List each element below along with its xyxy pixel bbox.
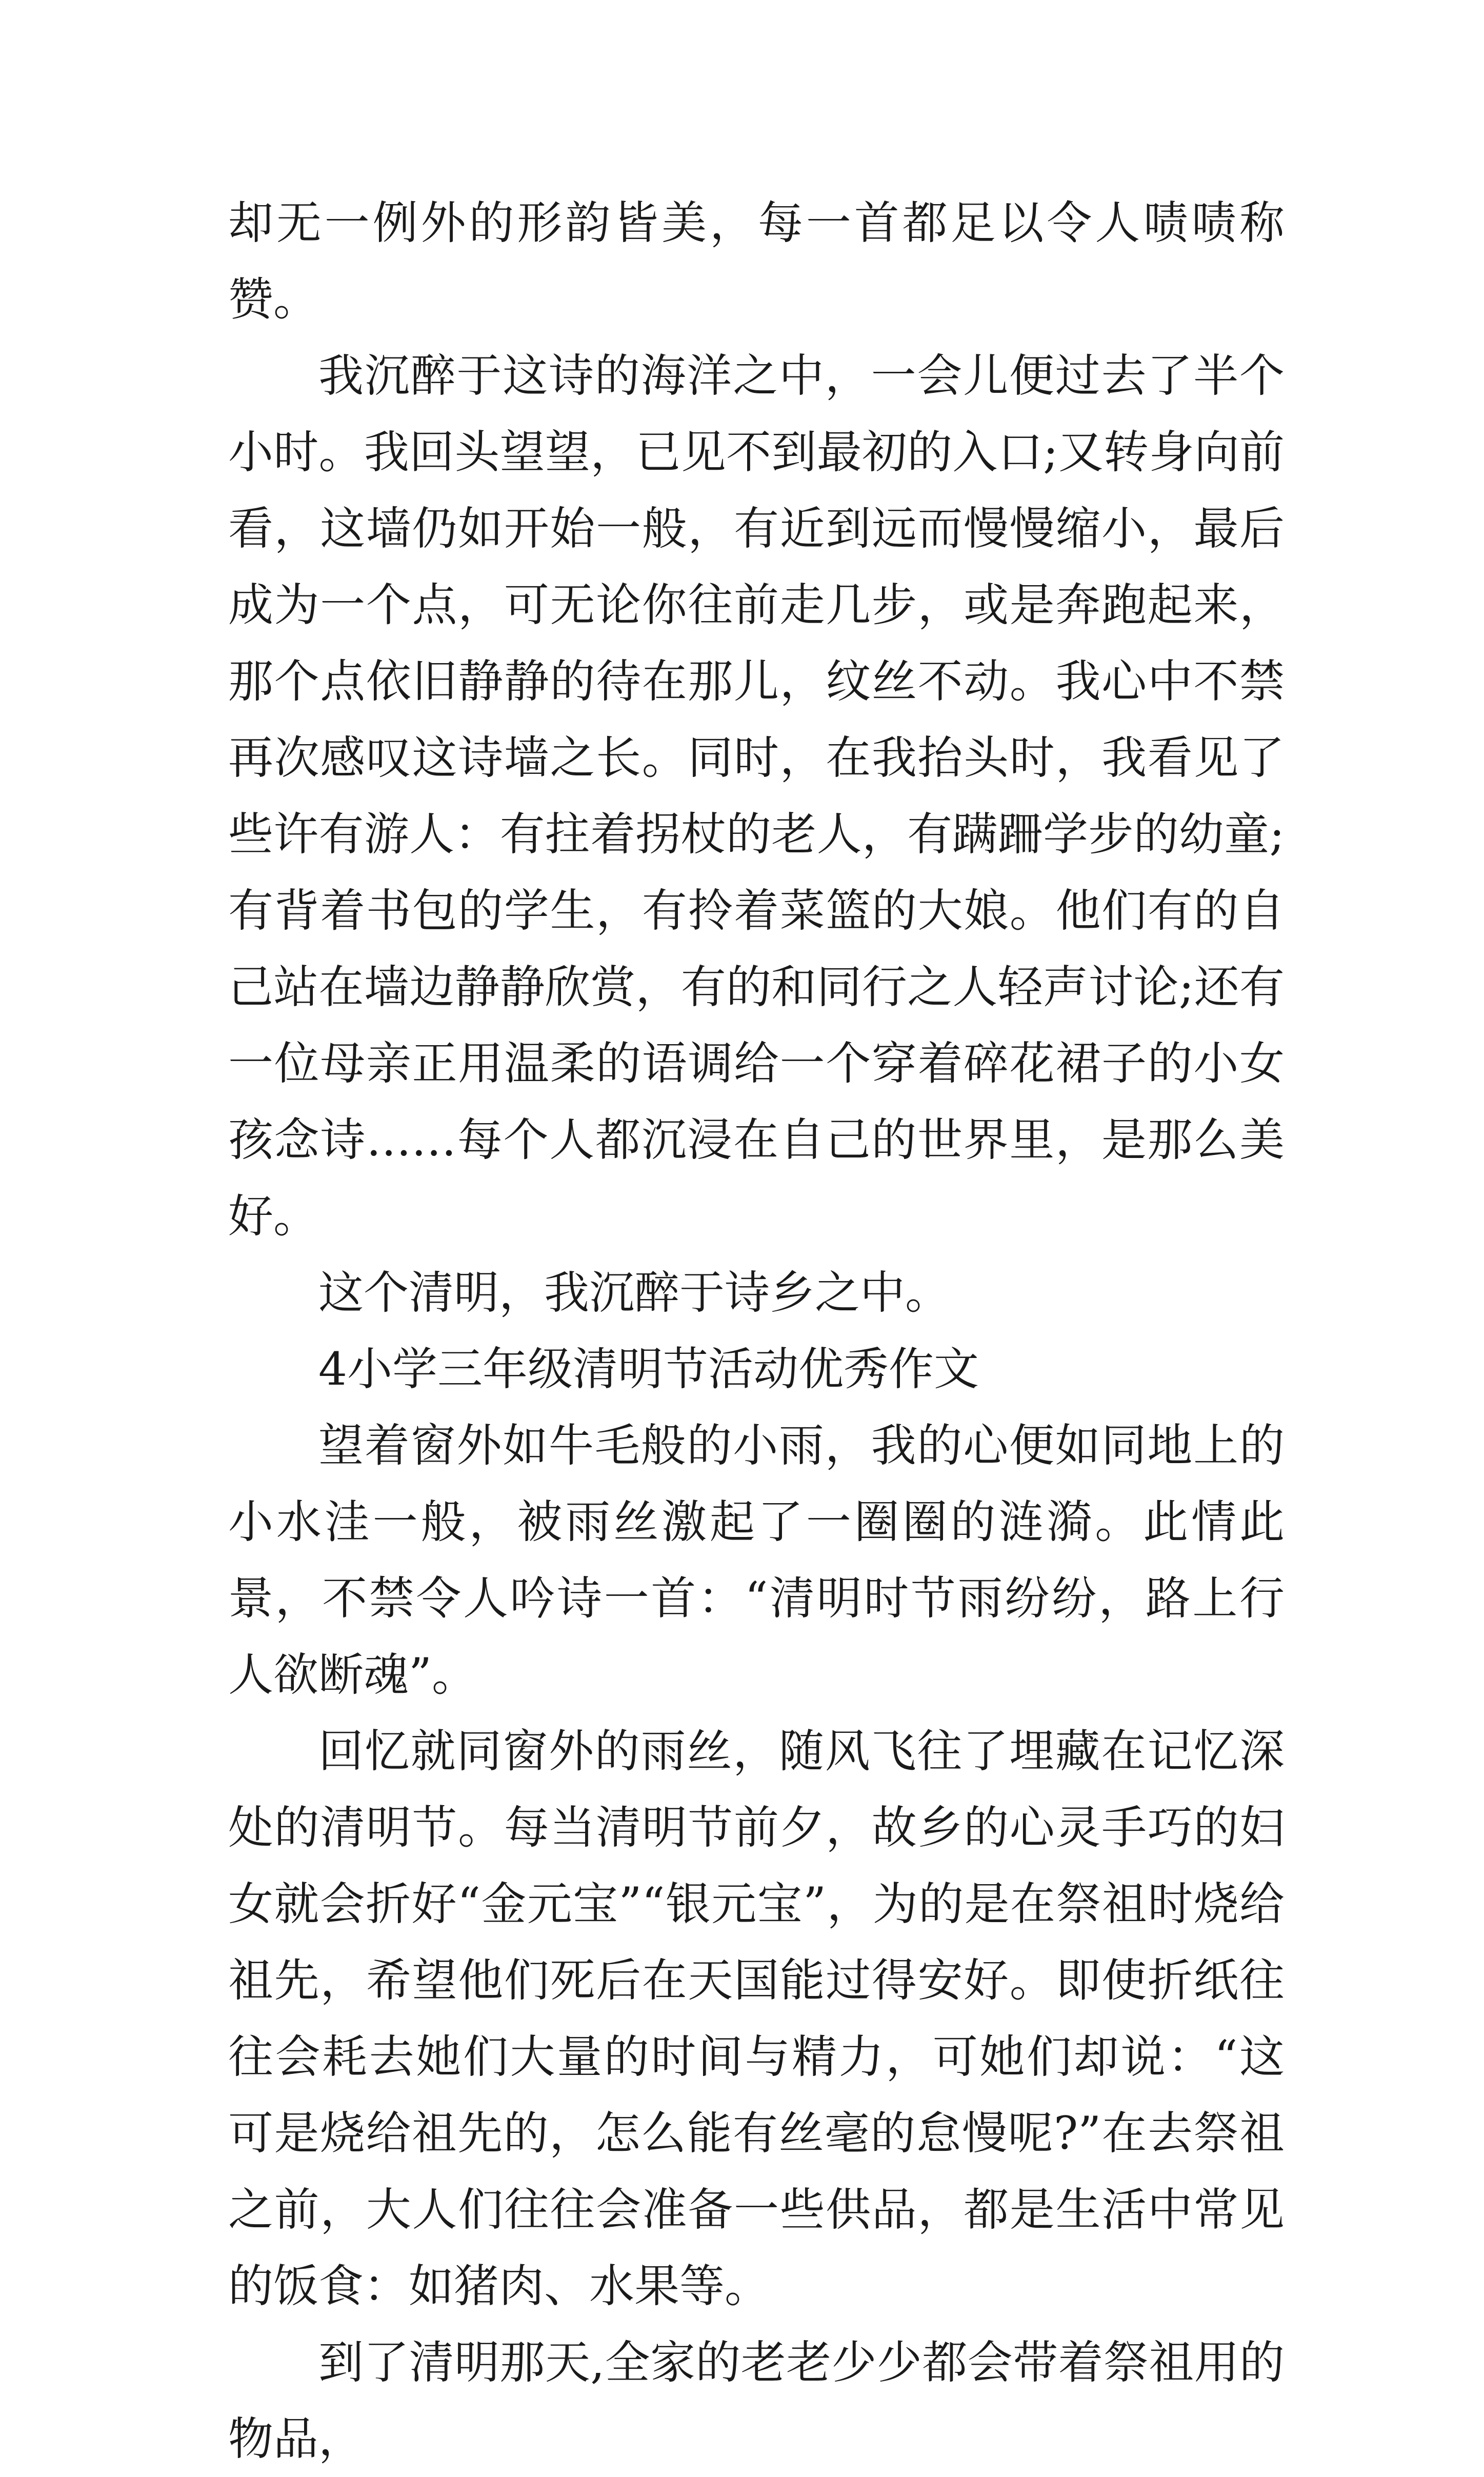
paragraph-5: 望着窗外如牛毛般的小雨，我的心便如同地上的小水洼一般，被雨丝激起了一圈圈的涟漪。此情此景，不禁令人吟诗一首：“清明时节雨纷纷，路上行人欲断魂”。 [228, 1419, 1285, 1701]
paragraph-7: 到了清明那天,全家的老老少少都会带着祭祖用的物品， [228, 2336, 1285, 2465]
paragraph-3: 这个清明，我沉醉于诗乡之中。 [318, 1266, 951, 1319]
body-text [228, 185, 1285, 2477]
section-heading: 4小学三年级清明节活动优秀作文 [318, 1343, 979, 1395]
paragraph-1: 却无一例外的形韵皆美，每一首都足以令人啧啧称赞。 [228, 196, 1285, 326]
paragraph-2: 我沉醉于这诗的海洋之中，一会儿便过去了半个小时。我回头望望，已见不到最初的入口;又转身向前看，这墙仍如开始一般，有近到远而慢慢缩小，最后成为一个点，可无论你往前走几步，或是奔跑起来，那个点依旧静静的待在那儿，纹丝不动。我心中不禁再次感叹这诗墙之长。同时，在我抬头时，我看见了些许有游人：有拄着拐杖的老人，有蹒跚学步的幼童;有背着书包的学生，有拎着菜篮的大娘。他们有的自己站在墙边静静欣赏，有的和同行之人轻声讨论;还有一位母亲正用温柔的语调给一个穿着碎花裙子的小女孩念诗……每个人都沉浸在自己的世界里，是那么美好。 [228, 349, 1285, 1243]
paragraph-6: 回忆就同窗外的雨丝，随风飞往了埋藏在记忆深处的清明节。每当清明节前夕，故乡的心灵手巧的妇女就会折好“金元宝”“银元宝”，为的是在祭祖时烧给祖先，希望他们死后在天国能过得安好。即使折纸往往会耗去她们大量的时间与精力，可她们却说：“这可是烧给祖先的，怎么能有丝毫的怠慢呢?”在去祭祖之前，大人们往往会准备一些供品，都是生活中常见的饭食：如猪肉、水果等。 [228, 1725, 1285, 2312]
